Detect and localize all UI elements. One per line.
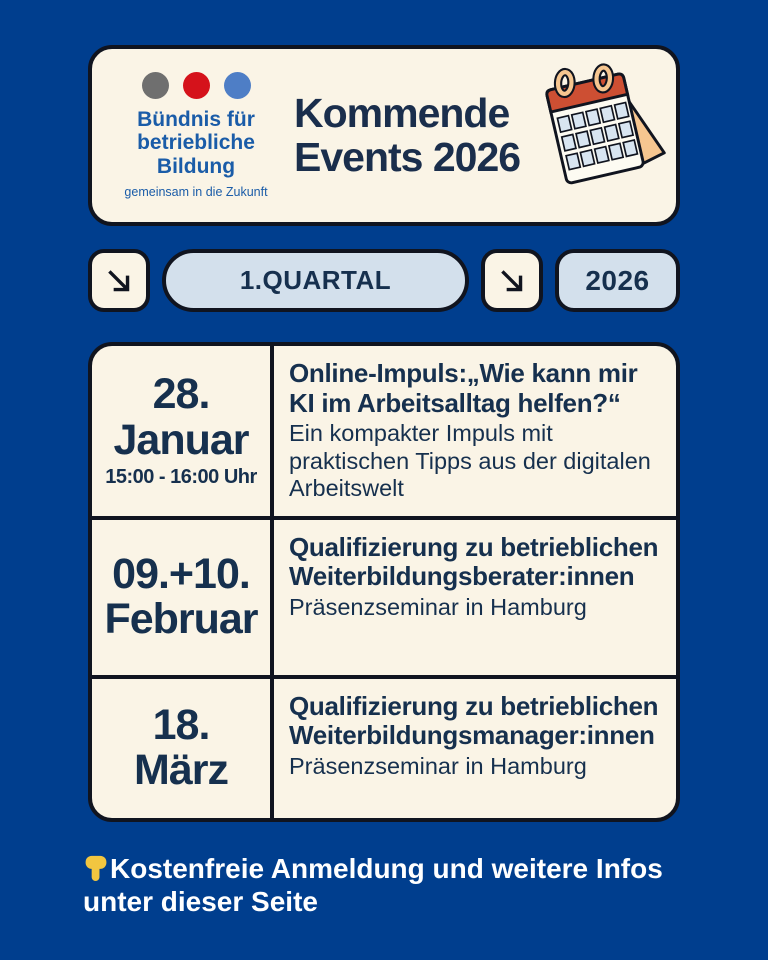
footer-note (83, 852, 680, 919)
logo-dots (112, 72, 280, 99)
page-title: Kommende Events 2026 (294, 89, 521, 180)
flyer-content (83, 0, 680, 919)
arrow-down-right-icon (103, 265, 135, 297)
event-description: Präsenzseminar in Hamburg (289, 752, 587, 779)
events-table (88, 342, 680, 822)
brand-tagline: gemeinsam in die Zukunft (124, 184, 268, 199)
arrow-down-right-icon (496, 265, 528, 297)
header-card (88, 45, 680, 226)
event-row (92, 346, 676, 516)
brand-name: Bündnis für betriebliche Bildung (137, 108, 255, 178)
event-info (274, 679, 676, 818)
brand-logo (112, 72, 280, 198)
year-pill[interactable]: 2026 (555, 249, 680, 312)
event-description: Präsenzseminar in Hamburg (289, 593, 587, 620)
calendar-icon (542, 60, 668, 194)
event-title: Online-Impuls:„Wie kann mir KI im Arbeitsalltag helfen?“ (289, 358, 638, 418)
logo-dot-blue (224, 72, 251, 99)
quarter-pill[interactable]: 1.QUARTAL (162, 249, 469, 312)
event-time: 15:00 - 16:00 Uhr (105, 466, 257, 489)
logo-dot-red (183, 72, 210, 99)
quarter-arrow-button[interactable] (88, 249, 150, 312)
event-date: 28. Januar 15:00 - 16:00 Uhr (92, 346, 274, 516)
event-row (92, 516, 676, 675)
event-description: Ein kompakter Impuls mit praktischen Tipps aus der digitalen Arbeitswelt (289, 420, 651, 502)
event-row (92, 675, 676, 818)
event-title: Qualifizierung zu betrieblichen Weiterbildungsmanager:innen (289, 690, 659, 751)
pointing-down-hand-icon (83, 854, 109, 882)
event-title: Qualifizierung zu betrieblichen Weiterbildungsberater:innen (289, 531, 659, 592)
filter-bar (88, 249, 680, 312)
footer-line2: unter dieser Seite (83, 886, 318, 918)
year-arrow-button[interactable] (481, 249, 543, 312)
footer-line1: Kostenfreie Anmeldung und weitere Infos (110, 852, 663, 884)
event-date: 09.+10. Februar (92, 520, 274, 675)
logo-dot-gray (142, 72, 169, 99)
event-date: 18. März (92, 679, 274, 818)
event-info (274, 520, 676, 675)
event-info (274, 346, 676, 516)
